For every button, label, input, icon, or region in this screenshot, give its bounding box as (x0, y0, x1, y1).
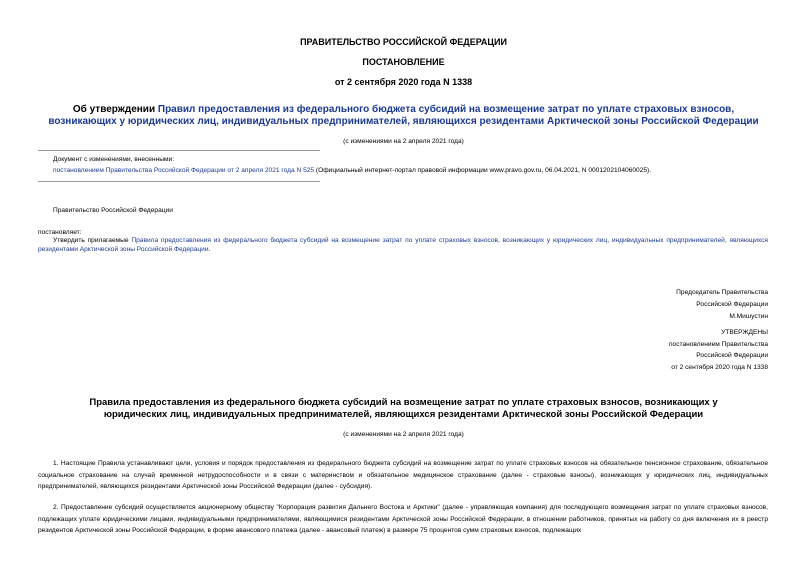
amendments-label: Документ с изменениями, внесенными: (53, 156, 175, 163)
approved-by: постановлением Правительства (668, 340, 768, 348)
signature-name: М.Мишустин (729, 313, 768, 320)
approved-country: Российской Федерации (696, 352, 768, 359)
rules-title: Правила предоставления из федерального бюджета субсидий на возмещение затрат по уплате страховых взносов, возникающих у юридических лиц, индивидуальных предпринимателей, являющихся резидентами Арктической зоны Российской Федерации (89, 397, 718, 420)
amendment-source: (Официальный интернет-портал правовой информации www.pravo.gov.ru, 06.04.2021, N 0001202104060025). (314, 167, 652, 174)
rules-paragraph-1: 1. Настоящие Правила устанавливают цели, условия и порядок предоставления из федерального бюджета субсидий на возмещение затрат по уплате страховых взносов на обязательное пенсионное страхование, обязательное социальное страхование на случай временной нетрудоспособности и в связи с материнством и обязательное медицинское страхование (далее - страховые взносы), возникающих у юридических лиц, индивидуальных предпринимателей, являющихся резидентами Арктической зоны Российской Федерации (далее - субсидия). (38, 460, 768, 490)
amendments-line (53, 166, 773, 175)
title-prefix: Об утверждении (72, 104, 158, 115)
title-rules-link[interactable]: Правил предоставления из федерального бюджета субсидий на возмещение затрат по уплате страховых взносов, возникающих у юридических лиц, индивидуальных предпринимателей, являющихся резидентами Арктической зоны Российской Федерации (48, 104, 759, 127)
approve-paragraph (38, 236, 768, 254)
rules-changes-note: (с изменениями на 2 апреля 2021 года) (343, 431, 464, 438)
signature-country: Российской Федерации (696, 301, 768, 308)
document-type: ПОСТАНОВЛЕНИЕ (362, 57, 445, 67)
approve-rules-link[interactable]: Правила предоставления из федерального бюджета субсидий на возмещение затрат по уплате страховых взносов, возникающих у юридических лиц, индивидуальных предпринимателей, являющихся резидентами Арктической зоны Российской Федерации (38, 237, 768, 253)
document-title (0, 104, 807, 128)
approved-date: от 2 сентября 2020 года N 1338 (671, 363, 768, 371)
government-heading: ПРАВИТЕЛЬСТВО РОССИЙСКОЙ ФЕДЕРАЦИИ (300, 37, 507, 47)
signature-block (676, 287, 768, 323)
approve-prefix: Утвердить прилагаемые (53, 237, 132, 244)
document-date: от 2 сентября 2020 года N 1338 (334, 77, 473, 87)
approved-block (669, 327, 768, 373)
approved-label: УТВЕРЖДЕНЫ (721, 329, 768, 336)
approve-suffix: . (208, 246, 211, 253)
amendments-bottom-divider (38, 181, 320, 182)
resolves: постановляет: (38, 229, 82, 236)
rules-paragraph-2: 2. Предоставление субсидий осуществляется акционерному обществу "Корпорация развития Дальнего Востока и Арктики" (далее - управляющая компания) для последующего возмещения затрат по уплате страховых взносов, подлежащих уплате юридическими лицами, индивидуальными предпринимателями, являющимися резидентами Арктической зоны Российской Федерации, в отношении работников, принятых на работу со дня включения их в реестр резидентов Арктической зоны Российской Федерации, в форме авансового платежа (далее - авансовый платеж) в размере 75 процентов сумм страховых взносов, подлежащих (38, 504, 768, 534)
issuer: Правительство Российской Федерации (53, 207, 173, 214)
changes-note: (с изменениями на 2 апреля 2021 года) (343, 138, 464, 145)
amendment-link[interactable]: постановлением Правительства Российской Федерации от 2 апреля 2021 года N 525 (53, 167, 315, 174)
signature-position: Председатель Правительства (676, 289, 768, 296)
amendments-top-divider (38, 150, 320, 151)
